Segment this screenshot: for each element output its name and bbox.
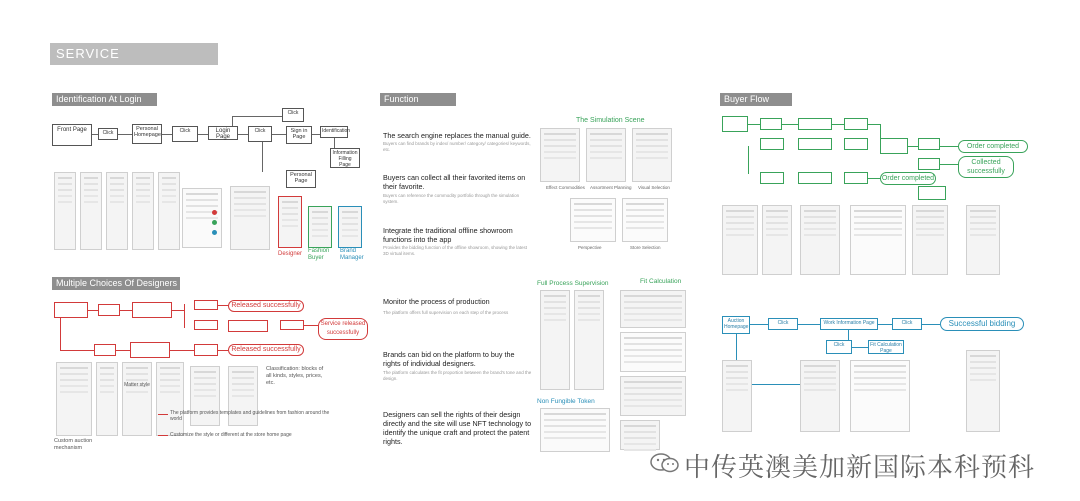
buyer-shot bbox=[308, 206, 332, 248]
brand-click-3: Click bbox=[826, 340, 852, 354]
buyer-click-3 bbox=[760, 138, 784, 150]
service-released-pill: Service released successfully bbox=[318, 318, 368, 340]
login-shot-4 bbox=[132, 172, 154, 250]
function-head-3: Integrate the traditional offline showroom functions into the app bbox=[383, 226, 513, 244]
section-login: Identification At Login bbox=[52, 93, 157, 106]
function-head-2: Buyers can collect all their favorited items on their favorite. bbox=[383, 173, 526, 191]
login-shot-2 bbox=[80, 172, 102, 250]
designer-shot bbox=[278, 196, 302, 248]
section-function: Function bbox=[380, 93, 456, 106]
successful-bidding-pill: Successful bidding bbox=[940, 317, 1024, 331]
caption-1: Effect Commodities bbox=[546, 185, 585, 190]
designer-info-2 bbox=[228, 320, 268, 332]
section-buyer: Buyer Flow bbox=[720, 93, 792, 106]
brand-click-1: Click bbox=[768, 318, 798, 330]
auction-shot-1 bbox=[722, 360, 752, 432]
function-head-1: The search engine replaces the manual guide. bbox=[383, 131, 531, 140]
brand-click-2: Click bbox=[892, 318, 922, 330]
nft-shot bbox=[620, 420, 660, 450]
order-completed-pill-2: Order completed bbox=[880, 172, 936, 185]
function-sub-2: Buyers can reference the commodity portfolio through the simulation system. bbox=[383, 193, 520, 204]
designer-click-2 bbox=[194, 300, 218, 310]
style-label: Matter style bbox=[124, 382, 150, 388]
platform-note: The platform provides templates and guidelines from fashion around the world bbox=[170, 410, 330, 422]
login-shot-6 bbox=[182, 188, 222, 248]
designer-click-6 bbox=[194, 344, 218, 356]
function-head-4: Monitor the process of production bbox=[383, 297, 490, 306]
caption-2: Assortment Planning bbox=[590, 185, 632, 190]
buyer-click-6 bbox=[918, 158, 940, 170]
simulation-title: The Simulation Scene bbox=[576, 117, 645, 124]
buyer-click-1 bbox=[760, 118, 782, 130]
login-page-box: Login Page bbox=[208, 126, 238, 140]
function-sub-1: Buyers can find brands by index/ number/ category/ categories/ keywords, etc. bbox=[383, 141, 531, 152]
full-process-title: Full Process Supervision bbox=[537, 280, 609, 287]
wechat-icon bbox=[650, 452, 680, 474]
buyer-click-2 bbox=[844, 118, 868, 130]
buyer-dot bbox=[212, 220, 217, 225]
buyer-click-5 bbox=[918, 138, 940, 150]
click-box-1: Click bbox=[98, 128, 118, 140]
buyer-shot-4 bbox=[850, 205, 906, 275]
buyer-click-4 bbox=[844, 138, 868, 150]
designer-dot bbox=[212, 210, 217, 215]
released-pill-2: Released successfully bbox=[228, 344, 304, 356]
fit-page-box: Fit Calculation Page bbox=[868, 340, 904, 354]
buyer-shot-1 bbox=[722, 205, 758, 275]
page-title: SERVICE OPTIMIZATION bbox=[50, 43, 218, 65]
designer-start-box bbox=[54, 302, 88, 318]
store-shot bbox=[622, 198, 668, 242]
buyer-shot-2 bbox=[762, 205, 792, 275]
collected-pill: Collected successfully bbox=[958, 156, 1014, 178]
designer-click-3 bbox=[194, 320, 218, 330]
brand-manager-label: Brand Manager bbox=[340, 248, 364, 261]
function-head-5: Brands can bid on the platform to buy the rights of individual designers. bbox=[383, 350, 515, 368]
nft-text-block bbox=[540, 408, 610, 452]
buyer-shot-6 bbox=[966, 205, 1000, 275]
fit-shot-1 bbox=[620, 290, 686, 328]
function-head-6: Designers can sell the rights of their design directly and the site will use NFT technology to identify the unique craft and protect the patent rights. bbox=[383, 410, 532, 446]
auction-homepage-box: Auction Homepage bbox=[722, 316, 750, 334]
login-shot-5 bbox=[158, 172, 180, 250]
designer-shot-1 bbox=[56, 362, 92, 436]
designer-shot-2 bbox=[96, 362, 118, 436]
buyer-click-8 bbox=[844, 172, 868, 184]
simulation-shot-2 bbox=[586, 128, 626, 182]
perspective-shot bbox=[570, 198, 616, 242]
auction-shot-2 bbox=[800, 360, 840, 432]
buyer-confirm-box bbox=[918, 186, 946, 200]
login-shot-7 bbox=[230, 186, 270, 250]
personal-homepage-box: Personal Homepage bbox=[132, 124, 162, 144]
information-filling-box: Information Filling Page bbox=[330, 148, 360, 168]
watermark-text: 中传英澳美加新国际本科预科 bbox=[684, 453, 1036, 483]
designer-click-5 bbox=[94, 344, 116, 356]
click-box-2: Click bbox=[172, 126, 198, 142]
fit-calc-title: Fit Calculation bbox=[640, 278, 682, 285]
caption-5: Store Selection bbox=[630, 245, 661, 250]
search-result-box bbox=[798, 118, 832, 130]
designer-info-box bbox=[132, 302, 172, 318]
login-shot-1 bbox=[54, 172, 76, 250]
designer-shot-4 bbox=[156, 362, 184, 436]
click-box-3: Click bbox=[248, 126, 272, 142]
custom-auction-label: Custom auction mechanism bbox=[54, 438, 93, 451]
brand-shot bbox=[338, 206, 362, 248]
fit-shot-3 bbox=[620, 376, 686, 416]
work-info-box: Work Information Page bbox=[820, 318, 878, 330]
nft-title: Non Fungible Token bbox=[537, 398, 595, 405]
identification-box: Identification bbox=[320, 126, 348, 138]
function-sub-4: The platform offers full supervision on each step of the process bbox=[383, 310, 509, 315]
designer-shot-3 bbox=[122, 362, 152, 436]
auction-shot-3 bbox=[850, 360, 910, 432]
buyer-shot-3 bbox=[800, 205, 840, 275]
auction-info-box bbox=[130, 342, 170, 358]
designer-click-1 bbox=[98, 304, 120, 316]
caption-3: Visual Selection bbox=[638, 185, 670, 190]
function-sub-3: Provides the bidding function of the offline showroom, showing the latest 3D virtual items. bbox=[383, 245, 528, 256]
simulation-shot-1 bbox=[540, 128, 580, 182]
shopping-cart-box bbox=[798, 172, 832, 184]
process-shot-2 bbox=[574, 290, 604, 390]
click-box-top: Click bbox=[282, 108, 304, 122]
classification-note: Classification: blocks of all kinds, styles, prices, etc. bbox=[266, 366, 324, 386]
product-page-box bbox=[880, 138, 908, 154]
caption-4: Perspective bbox=[578, 245, 602, 250]
customize-note: Customize the style or different at the store home page bbox=[170, 432, 292, 438]
fit-shot-2 bbox=[620, 332, 686, 372]
function-sub-5: The platform calculates the fit proportion between the brand's tone and the design. bbox=[383, 370, 532, 381]
auction-shot-4 bbox=[966, 350, 1000, 432]
order-completed-pill-1: Order completed bbox=[958, 140, 1028, 153]
buyer-click-7 bbox=[760, 172, 784, 184]
designer-click-4 bbox=[280, 320, 304, 330]
buyer-shot-5 bbox=[912, 205, 948, 275]
buyer-start-box bbox=[722, 116, 748, 132]
personal-page-box: Personal Page bbox=[286, 170, 316, 188]
sign-in-page-box: Sign in Page bbox=[286, 126, 312, 144]
process-shot-1 bbox=[540, 290, 570, 390]
shop-showroom-box bbox=[798, 138, 832, 150]
front-page-box: Front Page bbox=[52, 124, 92, 146]
released-pill-1: Released successfully bbox=[228, 300, 304, 312]
designer-label: Designer bbox=[278, 251, 303, 257]
login-shot-3 bbox=[106, 172, 128, 250]
brand-dot bbox=[212, 230, 217, 235]
simulation-shot-3 bbox=[632, 128, 672, 182]
fashion-buyer-label: Fashion Buyer bbox=[308, 248, 330, 261]
section-designers: Multiple Choices Of Designers bbox=[52, 277, 180, 290]
